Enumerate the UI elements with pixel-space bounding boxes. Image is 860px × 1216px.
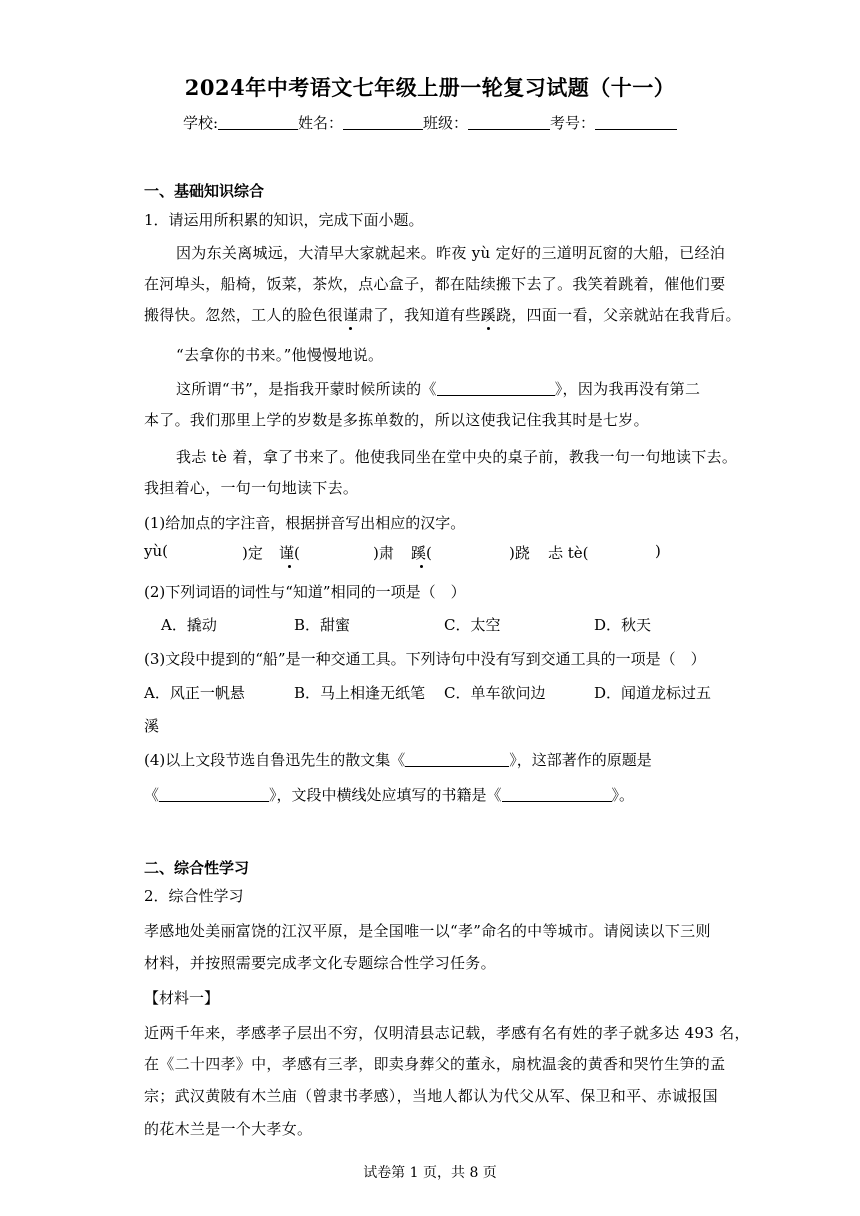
class-label: 班级：	[423, 114, 469, 132]
passage-line	[144, 304, 741, 325]
dotted-char: 谨	[342, 306, 359, 324]
page-title: 2024年中考语文七年级上册一轮复习试题（十一）	[184, 75, 676, 100]
option-b: B．甜蜜	[294, 616, 351, 634]
pinyin-item: )跷	[509, 544, 530, 562]
option-d: D．秋天	[594, 616, 652, 634]
intro-line: 材料，并按照需要完成孝文化专题综合性学习任务。	[144, 954, 496, 972]
answer-blank	[405, 751, 509, 767]
pinyin-item: )定	[242, 544, 263, 562]
name-blank	[343, 114, 423, 130]
dotted-char: 蹊	[480, 306, 496, 324]
school-label: 学校:	[182, 114, 218, 132]
option-c: C．太空	[444, 616, 501, 634]
q2-stem: 2．综合性学习	[144, 887, 244, 905]
passage-line: 在河埠头，船椅，饭菜，茶炊，点心盒子，都在陆续搬下去了。我笑着跳着，催他们要	[144, 275, 726, 293]
material1-label: 【材料一】	[144, 989, 220, 1007]
option-d-wrap: 溪	[144, 717, 160, 735]
material-line: 的花木兰是一个大孝女。	[144, 1120, 313, 1138]
q-text: 》，文段中横线处应填写的书籍是《	[269, 786, 502, 804]
section2-heading: 二、综合性学习	[144, 859, 250, 877]
pinyin-item: 谨(	[279, 544, 300, 562]
pinyin-blanks-row	[0, 542, 860, 562]
student-info-line	[0, 112, 860, 133]
name-label: 姓名：	[298, 114, 344, 132]
passage-text: 》，因为我再没有第二	[554, 380, 701, 398]
sub-question-4-cont	[144, 784, 634, 805]
option-c: C．单车欲问边	[444, 684, 546, 702]
q-text: 》，这部著作的原题是	[509, 751, 652, 769]
q-text: (4)以上文段节选自鲁迅先生的散文集《	[144, 751, 406, 769]
passage-line	[176, 378, 700, 399]
option-b: B．马上相逢无纸笔	[294, 684, 426, 702]
pinyin-item: 忐 tè(	[548, 544, 589, 562]
passage-line: 我担着心，一句一句地读下去。	[144, 479, 359, 497]
pinyin-item: )	[655, 542, 661, 560]
option-d: D．闻道龙标过五	[594, 684, 712, 702]
sub-question-2: (2)下列词语的词性与“知道”相同的一项是（ ）	[144, 583, 466, 601]
sub-question-3: (3)文段中提到的“船”是一种交通工具。下列诗句中没有写到交通工具的一项是（ ）	[144, 650, 706, 668]
section1-heading: 一、基础知识综合	[144, 182, 265, 200]
sub-question-1: (1)给加点的字注音，根据拼音写出相应的汉字。	[144, 514, 466, 532]
passage-line: “去拿你的书来。”他慢慢地说。	[176, 346, 384, 364]
exam-no-blank	[595, 114, 677, 130]
passage-text: 跷，四面一看，父亲就站在我背后。	[495, 306, 741, 324]
pinyin-item: 蹊(	[411, 544, 432, 562]
q1-stem: 1．请运用所积累的知识，完成下面小题。	[144, 211, 424, 229]
sub-question-4	[144, 749, 652, 770]
material-line: 宗；武汉黄陂有木兰庙（曾隶书孝感），当地人都认为代父从军、保卫和平、赤诚报国	[144, 1087, 718, 1105]
q-text: 《	[144, 786, 160, 804]
option-a: A．风正一帆悬	[144, 684, 245, 702]
page-footer: 试卷第 1 页，共 8 页	[363, 1165, 497, 1181]
exam-no-label: 考号：	[550, 114, 596, 132]
q-text: 》。	[611, 786, 635, 804]
school-blank	[218, 114, 298, 130]
passage-text: 肃了，我知道有些	[358, 306, 481, 324]
passage-text: 搬得快。忽然，工人的脸色很	[144, 306, 343, 324]
pinyin-item: yù(	[144, 542, 168, 560]
pinyin-item: )肃	[373, 544, 394, 562]
material-line: 近两千年来，孝感孝子层出不穷，仅明清县志记载，孝感有名有姓的孝子就多达 493 名，	[144, 1024, 750, 1042]
book-blank	[437, 380, 555, 396]
class-blank	[468, 114, 550, 130]
passage-line: 我忐 tè 着，拿了书来了。他使我同坐在堂中央的桌子前，教我一句一句地读下去。	[176, 448, 738, 466]
passage-text: 这所谓“书”，是指我开蒙时候所读的《	[176, 380, 437, 398]
answer-blank	[159, 786, 269, 802]
material-line: 在《二十四孝》中，孝感有三孝，即卖身葬父的董永，扇枕温衾的黄香和哭竹生笋的孟	[144, 1055, 726, 1073]
intro-line: 孝感地处美丽富饶的江汉平原，是全国唯一以“孝”命名的中等城市。请阅读以下三则	[144, 922, 711, 940]
option-a: A．撬动	[161, 616, 217, 634]
answer-blank	[502, 786, 612, 802]
passage-line: 因为东关离城远，大清早大家就起来。昨夜 yù 定好的三道明瓦窗的大船，已经泊	[176, 244, 726, 262]
passage-line: 本了。我们那里上学的岁数是多拣单数的，所以这使我记住我其时是七岁。	[144, 411, 649, 429]
